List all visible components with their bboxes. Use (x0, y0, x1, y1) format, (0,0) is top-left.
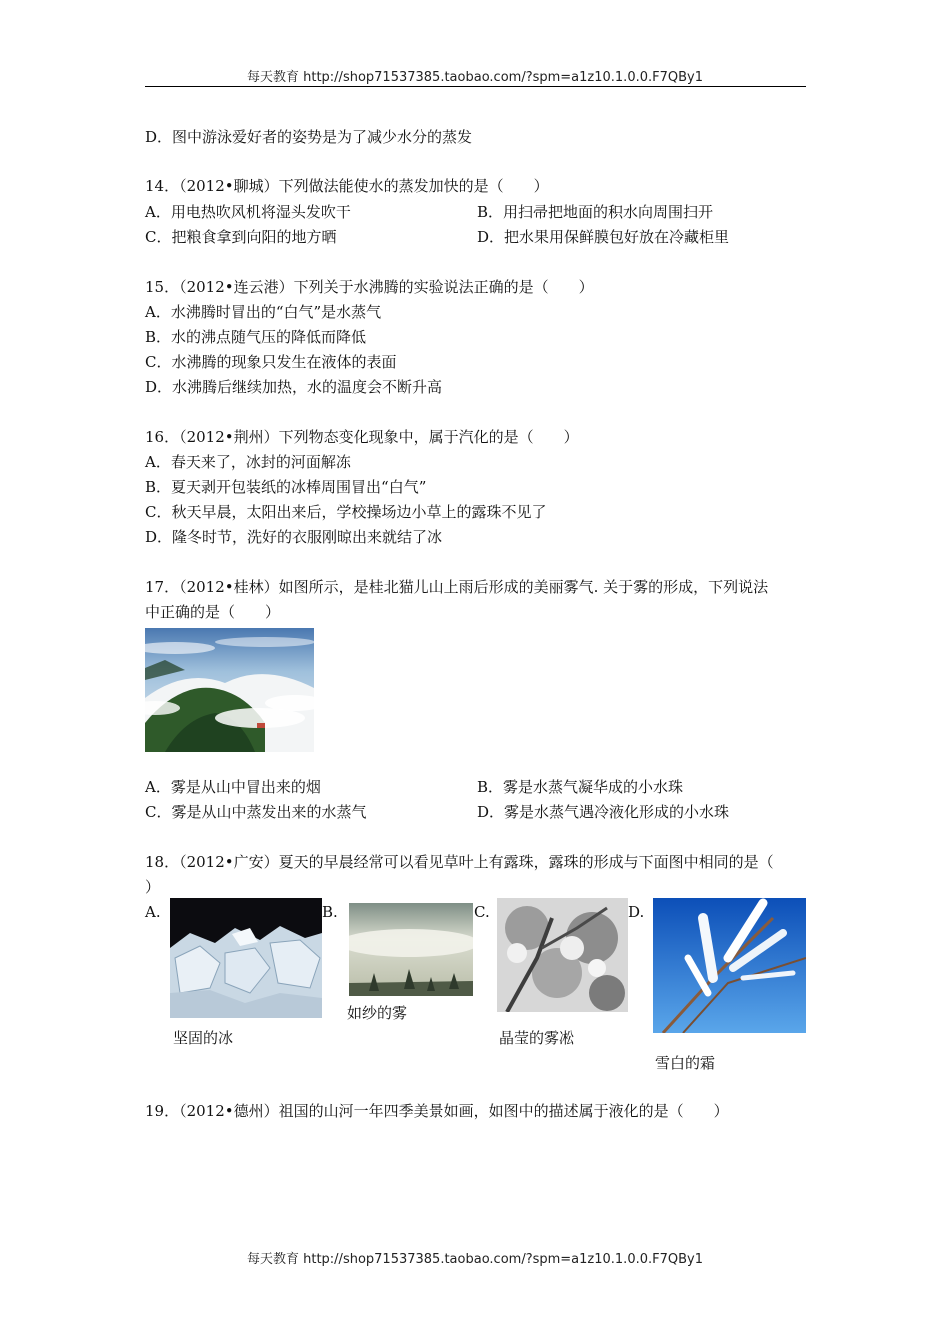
fog-photo (349, 903, 473, 996)
q18-caption-d: 雪白的霜 (655, 1054, 716, 1072)
q15-option-a: A．水沸腾时冒出的“白气”是水蒸气 (145, 303, 382, 321)
q19-stem: 19．（2012•德州）祖国的山河一年四季美景如画，如图中的描述属于液化的是（ ） (145, 1102, 729, 1120)
rime-photo (497, 898, 628, 1012)
q18-label-c: C. (474, 903, 490, 921)
q18-caption-b: 如纱的雾 (347, 1004, 408, 1022)
q15-stem: 15．（2012•连云港）下列关于水沸腾的实验说法正确的是（ ） (145, 278, 594, 296)
q18-label-b: B. (322, 903, 338, 921)
q17-option-b: B．雾是水蒸气凝华成的小水珠 (477, 778, 684, 796)
q14-stem: 14．（2012•聊城）下列做法能使水的蒸发加快的是（ ） (145, 177, 549, 195)
q18-stem-line1: 18．（2012•广安）夏天的早晨经常可以看见草叶上有露珠，露珠的形成与下面图中相同的是（ (145, 853, 774, 871)
q14-option-c: C．把粮食拿到向阳的地方晒 (145, 228, 337, 246)
page-footer: 每天教育 http://shop71537385.taobao.com/?spm=a1z10.1.0.0.F7QBy1 (246, 1252, 703, 1267)
q16-option-b: B．夏天剥开包装纸的冰棒周围冒出“白气” (145, 478, 427, 496)
q18-label-d: D. (628, 903, 645, 921)
mountain-fog-photo (145, 628, 314, 752)
q14-option-d: D．把水果用保鲜膜包好放在冷藏柜里 (477, 228, 730, 246)
ice-photo (170, 898, 322, 1018)
q17-stem-line1: 17．（2012•桂林）如图所示，是桂北猫儿山上雨后形成的美丽雾气. 关于雾的形成，下列说法 (145, 578, 769, 596)
q18-caption-a: 坚固的冰 (173, 1029, 234, 1047)
q18-stem-line2: ） (145, 878, 161, 896)
q15-option-d: D．水沸腾后继续加热，水的温度会不断升高 (145, 378, 443, 396)
q16-option-c: C．秋天早晨，太阳出来后，学校操场边小草上的露珠不见了 (145, 503, 547, 521)
q14-option-a: A．用电热吹风机将湿头发吹干 (145, 203, 351, 221)
q17-stem-line2: 中正确的是（ ） (145, 603, 281, 621)
q15-option-b: B．水的沸点随气压的降低而降低 (145, 328, 367, 346)
header-rule (145, 86, 806, 87)
q15-option-c: C．水沸腾的现象只发生在液体的表面 (145, 353, 397, 371)
q16-stem: 16．（2012•荆州）下列物态变化现象中，属于汽化的是（ ） (145, 428, 579, 446)
q17-option-a: A．雾是从山中冒出来的烟 (145, 778, 321, 796)
page-header: 每天教育 http://shop71537385.taobao.com/?spm=a1z10.1.0.0.F7QBy1 (246, 70, 703, 85)
q17-option-d: D．雾是水蒸气遇冷液化形成的小水珠 (477, 803, 730, 821)
q18-label-a: A. (145, 903, 161, 921)
q13-option-d: D．图中游泳爱好者的姿势是为了减少水分的蒸发 (145, 128, 473, 146)
q16-option-a: A．春天来了，冰封的河面解冻 (145, 453, 351, 471)
q14-option-b: B．用扫帚把地面的积水向周围扫开 (477, 203, 714, 221)
q18-caption-c: 晶莹的雾凇 (499, 1029, 575, 1047)
frost-photo (653, 898, 806, 1033)
q16-option-d: D．隆冬时节，洗好的衣服刚晾出来就结了冰 (145, 528, 443, 546)
q17-option-c: C．雾是从山中蒸发出来的水蒸气 (145, 803, 367, 821)
